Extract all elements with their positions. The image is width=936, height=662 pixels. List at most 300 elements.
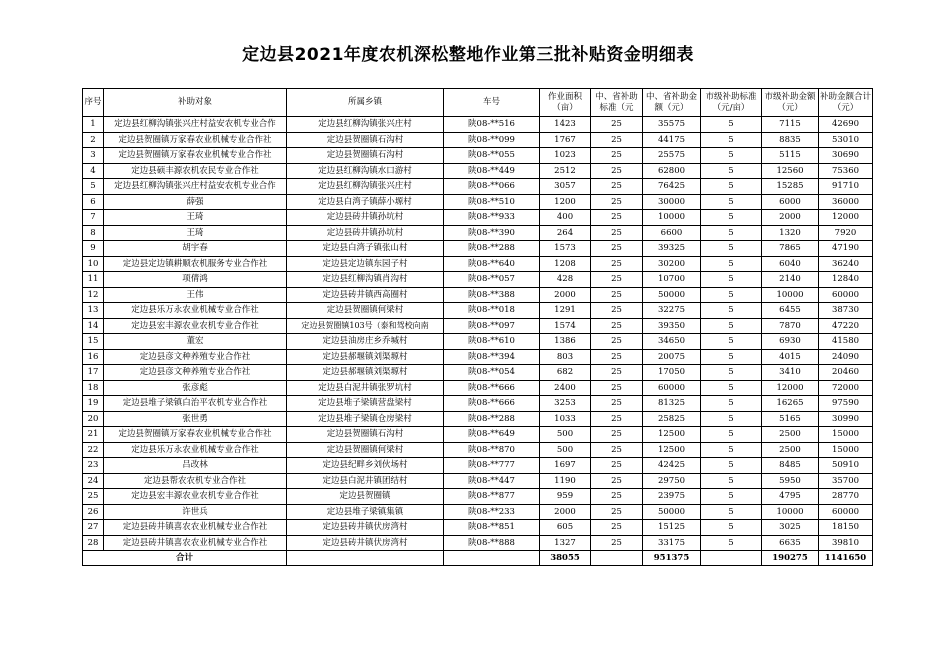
cell-city-std: 5: [701, 272, 762, 288]
header-location: 所属乡镇: [287, 89, 444, 117]
cell-city-std: 5: [701, 148, 762, 164]
cell-area: 400: [540, 210, 591, 226]
table-row: [83, 194, 873, 210]
cell-prov-amt: 39325: [643, 241, 701, 257]
table-row: [83, 225, 873, 241]
cell-no: 24: [83, 473, 104, 489]
table-row: [83, 334, 873, 350]
cell-location: 定边县红柳沟镇水口游村: [287, 163, 444, 179]
cell-recipient: 定边县红柳沟镇张兴庄村益安农机专业合作: [104, 117, 287, 133]
cell-city-std: 5: [701, 504, 762, 520]
cell-prov-std: 25: [591, 241, 643, 257]
cell-city-amt: 8835: [762, 132, 819, 148]
cell-city-amt: 6000: [762, 194, 819, 210]
cell-city-amt: 3410: [762, 365, 819, 381]
cell-area: 3057: [540, 179, 591, 195]
table-row: [83, 318, 873, 334]
cell-prov-amt: 44175: [643, 132, 701, 148]
total-row: [83, 551, 873, 566]
cell-area: 500: [540, 442, 591, 458]
cell-no: 11: [83, 272, 104, 288]
cell-prov-std: 25: [591, 272, 643, 288]
table-row: [83, 365, 873, 381]
cell-recipient: 董宏: [104, 334, 287, 350]
cell-no: 10: [83, 256, 104, 272]
cell-prov-std: 25: [591, 349, 643, 365]
cell-prov-amt: 76425: [643, 179, 701, 195]
cell-plate: 陕08-**888: [444, 535, 540, 551]
table-row: [83, 473, 873, 489]
cell-prov-amt: 10000: [643, 210, 701, 226]
total-empty-prov-std: [591, 551, 643, 566]
cell-city-std: 5: [701, 287, 762, 303]
header-prov-std: 中、省补助标准（元: [591, 89, 643, 117]
cell-no: 28: [83, 535, 104, 551]
cell-plate: 陕08-**288: [444, 411, 540, 427]
total-area: 38055: [540, 551, 591, 566]
cell-prov-std: 25: [591, 473, 643, 489]
cell-total: 30690: [819, 148, 873, 164]
cell-city-std: 5: [701, 458, 762, 474]
cell-total: 20460: [819, 365, 873, 381]
cell-location: 定边县红柳沟镇张兴庄村: [287, 179, 444, 195]
cell-city-amt: 12000: [762, 380, 819, 396]
cell-plate: 陕08-**640: [444, 256, 540, 272]
cell-total: 7920: [819, 225, 873, 241]
cell-total: 91710: [819, 179, 873, 195]
cell-no: 13: [83, 303, 104, 319]
table-row: [83, 148, 873, 164]
cell-city-std: 5: [701, 365, 762, 381]
cell-location: 定边县砖井镇伏房湾村: [287, 535, 444, 551]
cell-prov-std: 25: [591, 396, 643, 412]
cell-recipient: 张彦彪: [104, 380, 287, 396]
total-empty-location: [287, 551, 444, 566]
cell-prov-amt: 23975: [643, 489, 701, 505]
cell-area: 1423: [540, 117, 591, 133]
cell-plate: 陕08-**447: [444, 473, 540, 489]
cell-plate: 陕08-**933: [444, 210, 540, 226]
cell-prov-std: 25: [591, 148, 643, 164]
table-row: [83, 427, 873, 443]
cell-total: 47220: [819, 318, 873, 334]
cell-city-std: 5: [701, 318, 762, 334]
cell-city-std: 5: [701, 489, 762, 505]
table-header: [83, 89, 873, 117]
table-row: [83, 396, 873, 412]
cell-prov-std: 25: [591, 194, 643, 210]
cell-city-amt: 5950: [762, 473, 819, 489]
cell-city-std: 5: [701, 225, 762, 241]
cell-recipient: 定边县贺圈镇万家春农业机械专业合作社: [104, 132, 287, 148]
cell-plate: 陕08-**288: [444, 241, 540, 257]
header-plate: 车号: [444, 89, 540, 117]
cell-city-std: 5: [701, 535, 762, 551]
cell-prov-std: 25: [591, 179, 643, 195]
cell-no: 3: [83, 148, 104, 164]
cell-prov-std: 25: [591, 318, 643, 334]
cell-city-amt: 16265: [762, 396, 819, 412]
cell-prov-amt: 60000: [643, 380, 701, 396]
cell-area: 428: [540, 272, 591, 288]
cell-area: 1697: [540, 458, 591, 474]
cell-no: 9: [83, 241, 104, 257]
cell-plate: 陕08-**449: [444, 163, 540, 179]
cell-location: 定边县堆子梁镇营盘梁村: [287, 396, 444, 412]
cell-total: 42690: [819, 117, 873, 133]
cell-prov-std: 25: [591, 132, 643, 148]
cell-recipient: 薛强: [104, 194, 287, 210]
header-city-amt: 市级补助金额（元）: [762, 89, 819, 117]
cell-location: 定边县白湾子镇薛小塬村: [287, 194, 444, 210]
header-recipient: 补助对象: [104, 89, 287, 117]
cell-prov-amt: 17050: [643, 365, 701, 381]
cell-city-amt: 4795: [762, 489, 819, 505]
cell-location: 定边县红柳沟镇肖沟村: [287, 272, 444, 288]
header-area: 作业面积（亩）: [540, 89, 591, 117]
table-row: [83, 303, 873, 319]
cell-location: 定边县白泥井镇张罗坑村: [287, 380, 444, 396]
table-row: [83, 163, 873, 179]
cell-prov-amt: 30000: [643, 194, 701, 210]
cell-recipient: 定边县帮农农机专业合作社: [104, 473, 287, 489]
cell-total: 39810: [819, 535, 873, 551]
table-row: [83, 117, 873, 133]
cell-city-std: 5: [701, 256, 762, 272]
cell-location: 定边县贺圈镇何梁村: [287, 303, 444, 319]
cell-recipient: 吕改林: [104, 458, 287, 474]
cell-recipient: 定边县宏丰源农业农机专业合作社: [104, 489, 287, 505]
table-row: [83, 272, 873, 288]
cell-city-amt: 6635: [762, 535, 819, 551]
cell-city-amt: 4015: [762, 349, 819, 365]
cell-area: 1023: [540, 148, 591, 164]
cell-prov-amt: 12500: [643, 442, 701, 458]
cell-prov-std: 25: [591, 163, 643, 179]
cell-city-amt: 15285: [762, 179, 819, 195]
cell-no: 21: [83, 427, 104, 443]
header-prov-amt: 中、省补助金额（元）: [643, 89, 701, 117]
cell-no: 2: [83, 132, 104, 148]
cell-city-std: 5: [701, 380, 762, 396]
cell-area: 803: [540, 349, 591, 365]
cell-no: 14: [83, 318, 104, 334]
table-row: [83, 241, 873, 257]
cell-total: 35700: [819, 473, 873, 489]
cell-city-amt: 7865: [762, 241, 819, 257]
cell-prov-amt: 30200: [643, 256, 701, 272]
table-row: [83, 287, 873, 303]
cell-no: 27: [83, 520, 104, 536]
table-row: [83, 132, 873, 148]
cell-total: 15000: [819, 442, 873, 458]
cell-no: 26: [83, 504, 104, 520]
cell-area: 2000: [540, 287, 591, 303]
cell-no: 20: [83, 411, 104, 427]
cell-prov-std: 25: [591, 442, 643, 458]
table-row: [83, 349, 873, 365]
cell-recipient: 定边县定边镇耕顺农机服务专业合作社: [104, 256, 287, 272]
table-row: [83, 256, 873, 272]
cell-prov-std: 25: [591, 411, 643, 427]
cell-area: 1291: [540, 303, 591, 319]
cell-location: 定边县白泥井镇团结村: [287, 473, 444, 489]
cell-total: 72000: [819, 380, 873, 396]
cell-prov-amt: 35575: [643, 117, 701, 133]
cell-area: 1574: [540, 318, 591, 334]
cell-plate: 陕08-**877: [444, 489, 540, 505]
cell-city-amt: 6455: [762, 303, 819, 319]
cell-prov-amt: 50000: [643, 504, 701, 520]
header-city-std: 市级补助标准（元/亩）: [701, 89, 762, 117]
cell-total: 60000: [819, 504, 873, 520]
cell-no: 1: [83, 117, 104, 133]
cell-prov-amt: 20075: [643, 349, 701, 365]
cell-prov-amt: 29750: [643, 473, 701, 489]
cell-area: 2400: [540, 380, 591, 396]
cell-total: 47190: [819, 241, 873, 257]
cell-recipient: 定边县贺圈镇万家春农业机械专业合作社: [104, 148, 287, 164]
cell-city-std: 5: [701, 396, 762, 412]
cell-prov-amt: 32275: [643, 303, 701, 319]
cell-plate: 陕08-**851: [444, 520, 540, 536]
cell-city-std: 5: [701, 411, 762, 427]
cell-city-std: 5: [701, 241, 762, 257]
cell-prov-amt: 25825: [643, 411, 701, 427]
cell-location: 定边县堆子梁镇仓房梁村: [287, 411, 444, 427]
cell-plate: 陕08-**054: [444, 365, 540, 381]
cell-total: 24090: [819, 349, 873, 365]
cell-location: 定边县贺圈镇何梁村: [287, 442, 444, 458]
cell-plate: 陕08-**055: [444, 148, 540, 164]
cell-total: 75360: [819, 163, 873, 179]
cell-total: 15000: [819, 427, 873, 443]
cell-no: 22: [83, 442, 104, 458]
cell-plate: 陕08-**510: [444, 194, 540, 210]
cell-city-std: 5: [701, 194, 762, 210]
subsidy-table: [82, 88, 873, 566]
cell-city-std: 5: [701, 179, 762, 195]
cell-recipient: 定边县乐万永农业机械专业合作社: [104, 303, 287, 319]
cell-no: 8: [83, 225, 104, 241]
cell-location: 定边县郝堰镇刘渠塬村: [287, 349, 444, 365]
cell-no: 6: [83, 194, 104, 210]
table-row: [83, 179, 873, 195]
cell-location: 定边县贺圈镇103号（泰和驾校向南: [287, 318, 444, 334]
cell-no: 25: [83, 489, 104, 505]
cell-city-amt: 1320: [762, 225, 819, 241]
cell-no: 19: [83, 396, 104, 412]
cell-area: 1190: [540, 473, 591, 489]
total-label: 合计: [83, 551, 287, 566]
cell-total: 18150: [819, 520, 873, 536]
cell-location: 定边县砖井镇孙坑村: [287, 210, 444, 226]
total-empty-plate: [444, 551, 540, 566]
cell-prov-std: 25: [591, 117, 643, 133]
table-row: [83, 442, 873, 458]
cell-area: 1033: [540, 411, 591, 427]
cell-location: 定边县油房庄乡乔堿村: [287, 334, 444, 350]
cell-area: 1208: [540, 256, 591, 272]
cell-area: 2512: [540, 163, 591, 179]
cell-recipient: 定边县砖井镇喜农农业机械专业合作社: [104, 520, 287, 536]
cell-plate: 陕08-**066: [444, 179, 540, 195]
cell-plate: 陕08-**099: [444, 132, 540, 148]
cell-location: 定边县堆子梁镇集镇: [287, 504, 444, 520]
cell-prov-std: 25: [591, 256, 643, 272]
cell-total: 36240: [819, 256, 873, 272]
cell-city-amt: 2000: [762, 210, 819, 226]
cell-total: 36000: [819, 194, 873, 210]
header-no: 序号: [83, 89, 104, 117]
cell-location: 定边县砖井镇伏房湾村: [287, 520, 444, 536]
cell-prov-amt: 81325: [643, 396, 701, 412]
header-total: 补助金额合计（元）: [819, 89, 873, 117]
cell-area: 1327: [540, 535, 591, 551]
cell-total: 38730: [819, 303, 873, 319]
cell-area: 1573: [540, 241, 591, 257]
cell-no: 7: [83, 210, 104, 226]
cell-prov-amt: 25575: [643, 148, 701, 164]
cell-recipient: 定边县宏丰源农业农机专业合作社: [104, 318, 287, 334]
cell-city-std: 5: [701, 473, 762, 489]
cell-recipient: 胡宇春: [104, 241, 287, 257]
cell-prov-std: 25: [591, 225, 643, 241]
cell-prov-amt: 33175: [643, 535, 701, 551]
cell-location: 定边县砖井镇西高圈村: [287, 287, 444, 303]
cell-recipient: 定边县红柳沟镇张兴庄村益安农机专业合作: [104, 179, 287, 195]
total-city-amt: 190275: [762, 551, 819, 566]
cell-total: 50910: [819, 458, 873, 474]
cell-plate: 陕08-**388: [444, 287, 540, 303]
cell-area: 1200: [540, 194, 591, 210]
cell-recipient: 许世兵: [104, 504, 287, 520]
cell-city-std: 5: [701, 442, 762, 458]
cell-plate: 陕08-**516: [444, 117, 540, 133]
cell-prov-amt: 50000: [643, 287, 701, 303]
cell-prov-amt: 39350: [643, 318, 701, 334]
cell-plate: 陕08-**233: [444, 504, 540, 520]
cell-city-amt: 10000: [762, 287, 819, 303]
cell-plate: 陕08-**610: [444, 334, 540, 350]
cell-no: 18: [83, 380, 104, 396]
cell-recipient: 定边县彦文种养殖专业合作社: [104, 365, 287, 381]
cell-no: 15: [83, 334, 104, 350]
cell-recipient: 定边县硕丰源农机农民专业合作社: [104, 163, 287, 179]
cell-city-std: 5: [701, 349, 762, 365]
cell-recipient: 定边县砖井镇喜农农业机械专业合作社: [104, 535, 287, 551]
cell-city-amt: 5165: [762, 411, 819, 427]
cell-total: 28770: [819, 489, 873, 505]
cell-recipient: 张世勇: [104, 411, 287, 427]
cell-city-amt: 6930: [762, 334, 819, 350]
cell-total: 60000: [819, 287, 873, 303]
cell-city-amt: 8485: [762, 458, 819, 474]
cell-location: 定边县定边镇东园子村: [287, 256, 444, 272]
cell-plate: 陕08-**777: [444, 458, 540, 474]
table-row: [83, 210, 873, 226]
cell-area: 682: [540, 365, 591, 381]
cell-prov-std: 25: [591, 504, 643, 520]
cell-recipient: 项倩鸿: [104, 272, 287, 288]
cell-total: 12840: [819, 272, 873, 288]
cell-total: 53010: [819, 132, 873, 148]
total-empty-city-std: [701, 551, 762, 566]
cell-prov-amt: 6600: [643, 225, 701, 241]
cell-location: 定边县纪畔乡刘伙场村: [287, 458, 444, 474]
cell-city-amt: 10000: [762, 504, 819, 520]
cell-area: 1386: [540, 334, 591, 350]
cell-prov-std: 25: [591, 287, 643, 303]
cell-plate: 陕08-**870: [444, 442, 540, 458]
table-row: [83, 504, 873, 520]
cell-recipient: 王琦: [104, 225, 287, 241]
cell-plate: 陕08-**394: [444, 349, 540, 365]
cell-plate: 陕08-**666: [444, 396, 540, 412]
cell-plate: 陕08-**057: [444, 272, 540, 288]
cell-prov-std: 25: [591, 489, 643, 505]
cell-prov-std: 25: [591, 334, 643, 350]
cell-area: 2000: [540, 504, 591, 520]
cell-city-amt: 2500: [762, 427, 819, 443]
cell-recipient: 王伟: [104, 287, 287, 303]
cell-prov-std: 25: [591, 210, 643, 226]
page-title: 定边县2021年度农机深松整地作业第三批补贴资金明细表: [242, 45, 694, 65]
cell-no: 17: [83, 365, 104, 381]
cell-area: 605: [540, 520, 591, 536]
table-row: [83, 489, 873, 505]
cell-area: 3253: [540, 396, 591, 412]
total-prov-amt: 951375: [643, 551, 701, 566]
cell-city-amt: 3025: [762, 520, 819, 536]
cell-no: 12: [83, 287, 104, 303]
cell-location: 定边县砖井镇孙坑村: [287, 225, 444, 241]
cell-city-amt: 7115: [762, 117, 819, 133]
cell-area: 264: [540, 225, 591, 241]
cell-prov-std: 25: [591, 520, 643, 536]
cell-city-amt: 2140: [762, 272, 819, 288]
cell-location: 定边县贺圈镇: [287, 489, 444, 505]
cell-city-std: 5: [701, 117, 762, 133]
table-row: [83, 380, 873, 396]
cell-location: 定边县白湾子镇张山村: [287, 241, 444, 257]
cell-prov-std: 25: [591, 535, 643, 551]
cell-recipient: 王琦: [104, 210, 287, 226]
cell-city-std: 5: [701, 132, 762, 148]
cell-area: 1767: [540, 132, 591, 148]
total-sum: 1141650: [819, 551, 873, 566]
cell-prov-std: 25: [591, 365, 643, 381]
cell-location: 定边县贺圈镇石沟村: [287, 132, 444, 148]
cell-recipient: 定边县堆子梁镇白治平农机专业合作社: [104, 396, 287, 412]
cell-plate: 陕08-**018: [444, 303, 540, 319]
cell-city-amt: 5115: [762, 148, 819, 164]
table-footer: [83, 551, 873, 566]
table-body: [83, 117, 873, 551]
cell-prov-amt: 12500: [643, 427, 701, 443]
cell-city-std: 5: [701, 334, 762, 350]
cell-prov-amt: 62800: [643, 163, 701, 179]
table-row: [83, 458, 873, 474]
cell-prov-amt: 34650: [643, 334, 701, 350]
cell-location: 定边县红柳沟镇张兴庄村: [287, 117, 444, 133]
cell-city-std: 5: [701, 520, 762, 536]
cell-prov-amt: 42425: [643, 458, 701, 474]
cell-city-std: 5: [701, 427, 762, 443]
table-row: [83, 411, 873, 427]
cell-location: 定边县贺圈镇石沟村: [287, 427, 444, 443]
table-row: [83, 520, 873, 536]
